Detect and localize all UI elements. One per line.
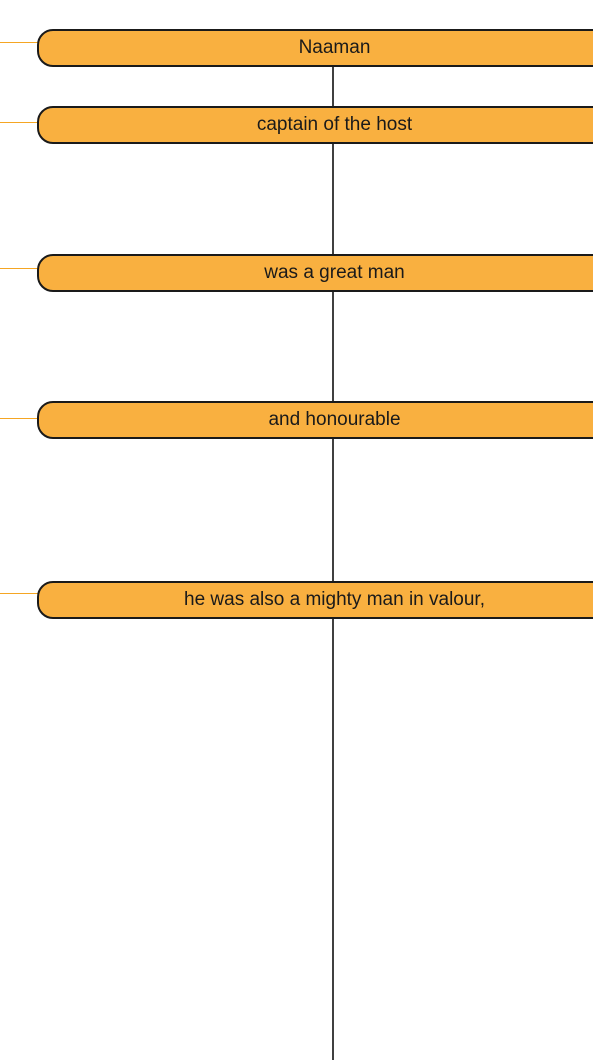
node-label-mighty-man: he was also a mighty man in valour, [184, 589, 485, 610]
node-label-captain: captain of the host [256, 114, 413, 135]
connector-line-mighty-man [0, 593, 38, 594]
connector-line-honourable [0, 418, 38, 419]
node-label-naaman: Naaman [298, 37, 371, 58]
node-label-great-man: was a great man [264, 262, 405, 283]
connector-line-naaman [0, 42, 38, 43]
connector-line-great-man [0, 268, 38, 269]
node-label-honourable: and honourable [268, 409, 401, 430]
connector-line-captain [0, 122, 38, 123]
